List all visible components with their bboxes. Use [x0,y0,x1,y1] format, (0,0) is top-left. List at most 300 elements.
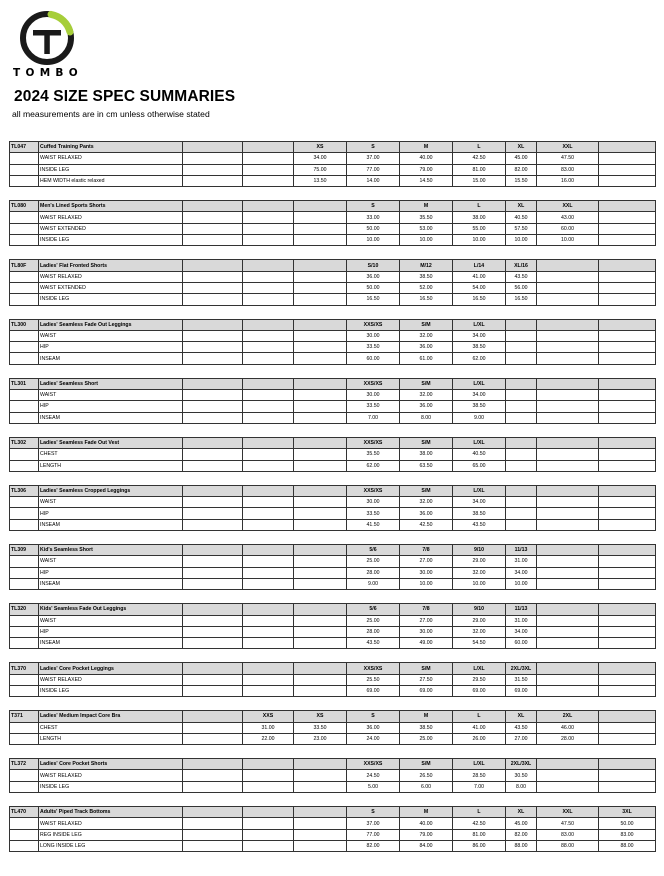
measurement-label: HEM WIDTH elastic relaxed [39,175,183,186]
table-row [10,615,656,626]
measurement-value [243,685,294,696]
table-row [10,519,656,530]
style-code: TL309 [10,545,39,556]
measurement-value: 47.50 [537,818,599,829]
size-header: XL [506,711,537,722]
measurement-value [599,390,656,401]
measurement-value [294,567,347,578]
page-subtitle: all measurements are in cm unless otherwise stated [12,109,210,119]
size-header: L/XL [453,663,506,674]
measurement-value: 10.00 [347,235,400,246]
measurement-value [183,578,243,589]
measurement-value [183,390,243,401]
measurement-value: 23.00 [294,733,347,744]
measurement-value: 8.00 [506,781,537,792]
measurement-value [294,638,347,649]
size-header [599,201,656,212]
size-header: XL [506,201,537,212]
measurement-value: 34.00 [453,390,506,401]
measurement-value [183,412,243,423]
measurement-value [599,342,656,353]
measurement-label: WAIST [39,497,183,508]
measurement-value: 79.00 [400,829,453,840]
row-spacer [10,212,39,223]
measurement-value: 47.50 [537,153,599,164]
measurement-value: 32.00 [400,330,453,341]
measurement-label: WAIST [39,390,183,401]
table-row [10,840,656,851]
measurement-value [537,271,599,282]
measurement-label: WAIST RELAXED [39,818,183,829]
measurement-value [243,578,294,589]
table-header-row [10,807,656,818]
measurement-label: LENGTH [39,733,183,744]
size-header: M [400,711,453,722]
style-name: Ladies' Flat Fronted Shorts [39,260,183,271]
page-title: 2024 SIZE SPEC SUMMARIES [14,88,236,105]
measurement-value: 65.00 [453,460,506,471]
size-header [243,142,294,153]
row-spacer [10,733,39,744]
measurement-value [294,353,347,364]
measurement-value: 81.00 [453,829,506,840]
spec-table [9,662,656,697]
size-header [506,319,537,330]
size-header [183,759,243,770]
table-row [10,294,656,305]
measurement-value: 36.00 [400,342,453,353]
table-row [10,567,656,578]
size-header [506,378,537,389]
row-spacer [10,164,39,175]
measurement-label: INSEAM [39,353,183,364]
measurement-value [599,733,656,744]
table-header-row [10,545,656,556]
spec-table [9,319,656,365]
measurement-value [243,294,294,305]
measurement-value [537,615,599,626]
style-code: TL300 [10,319,39,330]
size-header [599,604,656,615]
measurement-value: 33.50 [347,508,400,519]
row-spacer [10,401,39,412]
measurement-value: 29.00 [453,615,506,626]
measurement-value: 43.00 [537,212,599,223]
measurement-value: 30.00 [347,390,400,401]
measurement-label: WAIST EXTENDED [39,282,183,293]
measurement-label: INSIDE LEG [39,164,183,175]
size-header [294,485,347,496]
measurement-value: 36.00 [347,722,400,733]
row-spacer [10,722,39,733]
measurement-label: WAIST [39,556,183,567]
size-header [183,319,243,330]
measurement-value [243,519,294,530]
table-header-row [10,319,656,330]
row-spacer [10,390,39,401]
style-name: Adults' Piped Track Bottoms [39,807,183,818]
measurement-value: 56.00 [506,282,537,293]
measurement-value [506,330,537,341]
table-spacer [9,590,655,603]
style-name: Men's Lined Sports Shorts [39,201,183,212]
table-row [10,722,656,733]
table-row [10,626,656,637]
measurement-value: 6.00 [400,781,453,792]
measurement-value [506,508,537,519]
measurement-value [599,781,656,792]
measurement-value [599,294,656,305]
measurement-value [243,781,294,792]
measurement-value: 16.50 [453,294,506,305]
measurement-value: 69.00 [453,685,506,696]
measurement-label: INSIDE LEG [39,685,183,696]
measurement-value [243,674,294,685]
measurement-value: 53.00 [400,223,453,234]
size-header: XXS [243,711,294,722]
spec-table [9,603,656,649]
row-spacer [10,282,39,293]
size-header [599,260,656,271]
style-code: TL372 [10,759,39,770]
measurement-value: 69.00 [506,685,537,696]
measurement-value: 45.00 [506,818,537,829]
measurement-value: 69.00 [400,685,453,696]
size-header [243,378,294,389]
table-row [10,674,656,685]
measurement-value [537,556,599,567]
measurement-value: 60.00 [537,223,599,234]
measurement-value [599,153,656,164]
measurement-label: INSIDE LEG [39,294,183,305]
measurement-value: 37.00 [347,818,400,829]
measurement-value [294,235,347,246]
measurement-value: 36.00 [400,508,453,519]
measurement-value [599,497,656,508]
measurement-value [294,818,347,829]
measurement-value: 36.00 [400,401,453,412]
table-row [10,497,656,508]
measurement-label: HIP [39,508,183,519]
size-header [599,319,656,330]
measurement-value [537,638,599,649]
measurement-value: 22.00 [243,733,294,744]
measurement-value [183,330,243,341]
measurement-value: 16.00 [537,175,599,186]
measurement-label: HIP [39,342,183,353]
size-header: L [453,807,506,818]
style-name: Kid's Seamless Short [39,545,183,556]
measurement-value: 84.00 [400,840,453,851]
size-header: 2XL [537,711,599,722]
size-header: XXS/XS [347,437,400,448]
size-header: L [453,142,506,153]
measurement-value: 30.50 [506,770,537,781]
size-header [537,545,599,556]
measurement-value: 30.00 [400,567,453,578]
measurement-value: 43.50 [506,271,537,282]
measurement-value: 69.00 [347,685,400,696]
measurement-value [243,556,294,567]
measurement-label: CHEST [39,449,183,460]
measurement-value: 42.50 [453,153,506,164]
size-header [294,545,347,556]
measurement-value: 32.00 [453,626,506,637]
measurement-value: 28.00 [347,626,400,637]
measurement-value: 25.00 [400,733,453,744]
table-spacer [9,697,655,710]
measurement-value: 34.00 [453,330,506,341]
size-header [183,807,243,818]
size-header [506,485,537,496]
measurement-value [599,567,656,578]
measurement-value [537,497,599,508]
measurement-value [183,615,243,626]
measurement-value: 25.00 [347,615,400,626]
measurement-value [243,460,294,471]
measurement-value: 31.00 [506,615,537,626]
measurement-label: CHEST [39,722,183,733]
size-header [183,260,243,271]
measurement-value: 61.00 [400,353,453,364]
measurement-value [294,674,347,685]
measurement-value [243,330,294,341]
measurement-value: 32.00 [453,567,506,578]
measurement-value: 7.00 [347,412,400,423]
measurement-value: 88.00 [599,840,656,851]
measurement-value [243,615,294,626]
size-header: S [347,711,400,722]
measurement-value: 27.50 [400,674,453,685]
measurement-value [243,342,294,353]
size-header: XL [506,142,537,153]
measurement-value: 35.50 [400,212,453,223]
measurement-value [183,840,243,851]
measurement-value: 88.00 [537,840,599,851]
measurement-value: 41.00 [453,271,506,282]
table-spacer [9,745,655,758]
row-spacer [10,685,39,696]
measurement-value: 30.00 [347,330,400,341]
measurement-value [294,497,347,508]
measurement-value: 41.50 [347,519,400,530]
measurement-value: 45.00 [506,153,537,164]
size-header: S/M [400,378,453,389]
size-header [294,201,347,212]
table-row [10,638,656,649]
table-row [10,781,656,792]
row-spacer [10,556,39,567]
size-header: S [347,807,400,818]
style-name: Ladies' Medium Impact Core Bra [39,711,183,722]
measurement-value [294,519,347,530]
measurement-value: 28.00 [347,567,400,578]
table-row [10,390,656,401]
measurement-value [537,674,599,685]
measurement-value [183,519,243,530]
size-header: S [347,142,400,153]
measurement-value [506,519,537,530]
table-row [10,556,656,567]
size-header [183,437,243,448]
measurement-value: 31.00 [243,722,294,733]
size-header [243,485,294,496]
size-header [294,319,347,330]
measurement-value: 10.00 [453,235,506,246]
measurement-label: WAIST [39,615,183,626]
measurement-value [243,223,294,234]
measurement-value: 26.50 [400,770,453,781]
row-spacer [10,567,39,578]
table-header-row [10,663,656,674]
size-header: 2XL/3XL [506,663,537,674]
measurement-value: 82.00 [506,164,537,175]
measurement-value: 62.00 [347,460,400,471]
measurement-label: INSIDE LEG [39,781,183,792]
table-spacer [9,365,655,378]
measurement-value [599,353,656,364]
measurement-value: 15.50 [506,175,537,186]
size-header [243,604,294,615]
row-spacer [10,271,39,282]
measurement-value [599,578,656,589]
style-code: TL302 [10,437,39,448]
measurement-value: 16.50 [506,294,537,305]
measurement-value [294,294,347,305]
size-header [243,260,294,271]
size-header: S/M [400,663,453,674]
size-header: XS [294,142,347,153]
measurement-label: HIP [39,626,183,637]
row-spacer [10,519,39,530]
measurement-value [537,460,599,471]
table-row [10,685,656,696]
measurement-value: 38.50 [453,508,506,519]
size-header: L/XL [453,378,506,389]
size-header [294,604,347,615]
measurement-value: 60.00 [506,638,537,649]
measurement-value [599,271,656,282]
measurement-value [599,638,656,649]
measurement-value [506,390,537,401]
measurement-value [294,840,347,851]
measurement-value: 36.00 [347,271,400,282]
size-header: XXS/XS [347,759,400,770]
measurement-value: 33.00 [347,212,400,223]
measurement-value [243,818,294,829]
measurement-value: 38.50 [453,401,506,412]
size-header: L [453,201,506,212]
measurement-value: 50.00 [347,282,400,293]
measurement-value [294,685,347,696]
size-header: M [400,807,453,818]
size-header: S/M [400,437,453,448]
measurement-label: INSEAM [39,412,183,423]
size-header [537,663,599,674]
size-header: 2XL/3XL [506,759,537,770]
measurement-label: LENGTH [39,460,183,471]
size-header: XXS/XS [347,485,400,496]
measurement-value: 46.00 [537,722,599,733]
measurement-value [506,497,537,508]
measurement-value: 49.00 [400,638,453,649]
measurement-value: 10.00 [400,235,453,246]
size-header [183,711,243,722]
size-header [537,437,599,448]
measurement-value: 40.00 [400,153,453,164]
measurement-value: 34.00 [294,153,347,164]
row-spacer [10,770,39,781]
table-row [10,770,656,781]
table-row [10,212,656,223]
table-row [10,153,656,164]
size-header: XL [506,807,537,818]
measurement-value [183,685,243,696]
size-header [243,201,294,212]
measurement-value [294,556,347,567]
measurement-value [243,638,294,649]
table-spacer [9,306,655,319]
size-header [183,663,243,674]
table-header-row [10,485,656,496]
measurement-value [537,449,599,460]
spec-table [9,200,656,246]
size-header [294,437,347,448]
size-header [599,378,656,389]
measurement-value [599,626,656,637]
measurement-value: 5.00 [347,781,400,792]
measurement-value: 24.00 [347,733,400,744]
measurement-value [243,412,294,423]
measurement-value [537,781,599,792]
table-row [10,342,656,353]
measurement-value [243,770,294,781]
measurement-value [294,282,347,293]
measurement-value [243,626,294,637]
measurement-value [183,282,243,293]
measurement-value [183,235,243,246]
measurement-value: 33.50 [347,401,400,412]
table-spacer [9,187,655,200]
measurement-value [599,282,656,293]
size-header: L/14 [453,260,506,271]
measurement-value [243,508,294,519]
measurement-label: WAIST RELAXED [39,212,183,223]
measurement-value [294,330,347,341]
table-row [10,460,656,471]
style-name: Ladies' Seamless Cropped Leggings [39,485,183,496]
table-row [10,508,656,519]
row-spacer [10,829,39,840]
size-header [599,759,656,770]
row-spacer [10,578,39,589]
size-header [599,142,656,153]
size-header [294,807,347,818]
measurement-value: 32.00 [400,497,453,508]
measurement-value: 40.00 [400,818,453,829]
measurement-value [537,342,599,353]
size-header [183,201,243,212]
measurement-value [294,770,347,781]
size-header: L [453,711,506,722]
measurement-value: 30.00 [347,497,400,508]
row-spacer [10,615,39,626]
measurement-value [537,390,599,401]
measurement-value [599,556,656,567]
style-name: Cuffed Training Pants [39,142,183,153]
measurement-value [243,829,294,840]
measurement-value [506,449,537,460]
